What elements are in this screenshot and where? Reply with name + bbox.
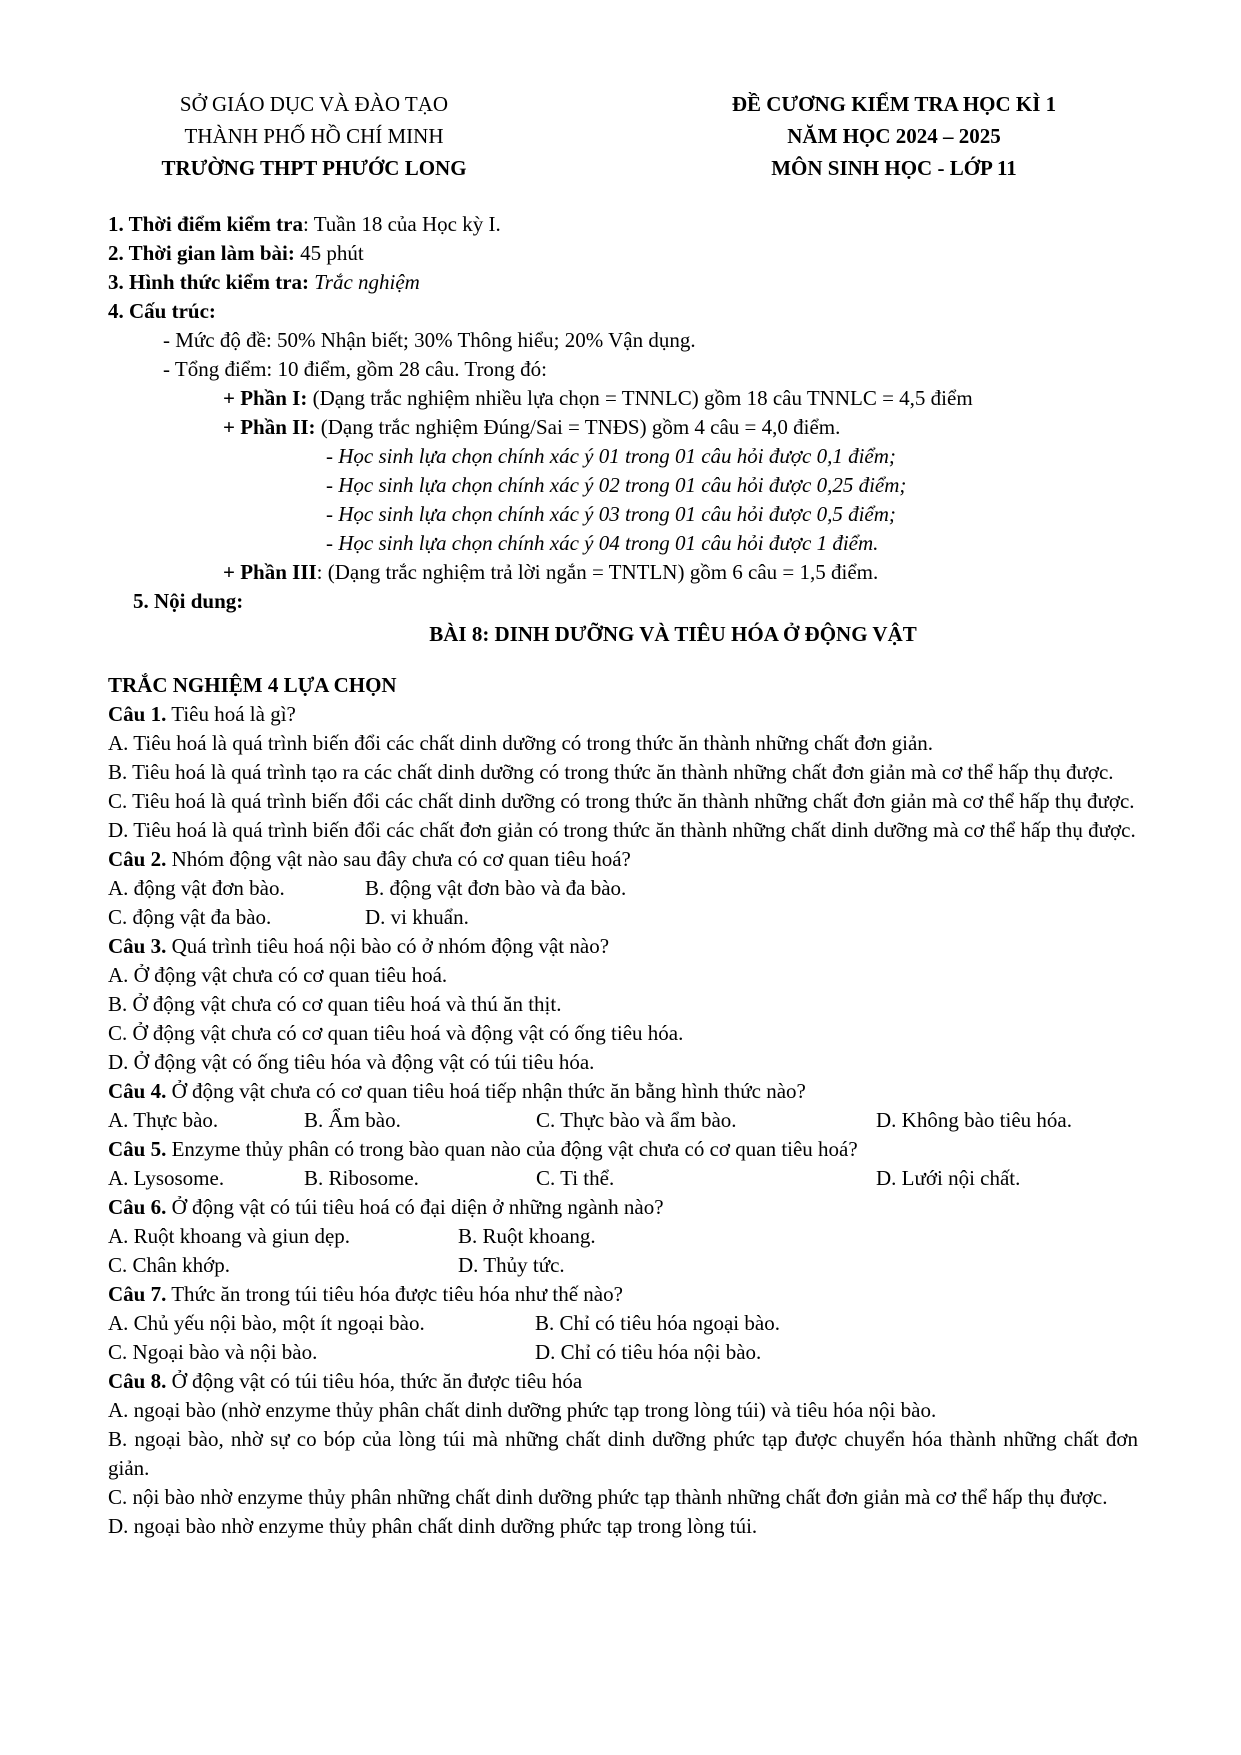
option-a: A. Ruột khoang và giun dẹp. <box>108 1224 351 1248</box>
option-row <box>108 874 1138 903</box>
option-a: A. ngoại bào (nhờ enzyme thủy phân chất dinh dưỡng phức tạp trong lòng túi) và tiêu hóa nội bào. <box>108 1398 937 1422</box>
option-d: D. Chỉ có tiêu hóa nội bào. <box>535 1340 762 1364</box>
option-c: C. Ti thể. <box>536 1166 615 1190</box>
question-stem: Câu 8. Ở động vật có túi tiêu hóa, thức ăn được tiêu hóa <box>108 1369 583 1393</box>
option-row <box>108 1338 1138 1367</box>
question-stem: Câu 1. Tiêu hoá là gì? <box>108 702 296 726</box>
option-row <box>108 1251 1138 1280</box>
part-1: + Phần I: (Dạng trắc nghiệm nhiều lựa chọn = TNNLC) gồm 18 câu TNNLC = 4,5 điểm <box>223 386 973 410</box>
info-line-duration: 2. Thời gian làm bài: 45 phút <box>108 241 364 265</box>
option-c: C. Ở động vật chưa có cơ quan tiêu hoá và động vật có ống tiêu hóa. <box>108 1021 684 1045</box>
option-b: B. Ở động vật chưa có cơ quan tiêu hoá và thú ăn thịt. <box>108 992 562 1016</box>
option-b: B. Ruột khoang. <box>458 1224 596 1248</box>
school-name: TRƯỜNG THPT PHƯỚC LONG <box>161 156 467 180</box>
option-row <box>108 1222 1138 1251</box>
option-d: D. Lưới nội chất. <box>876 1166 1021 1190</box>
option-c: C. Ngoại bào và nội bào. <box>108 1340 318 1364</box>
option-a: A. Chủ yếu nội bào, một ít ngoại bào. <box>108 1311 425 1335</box>
part-2-rule-2: - Học sinh lựa chọn chính xác ý 02 trong 01 câu hỏi được 0,25 điểm; <box>326 473 907 497</box>
question-2 <box>108 845 1138 932</box>
info-line-time: 1. Thời điểm kiểm tra: Tuần 18 của Học kỳ I. <box>108 212 501 236</box>
option-b: B. động vật đơn bào và đa bào. <box>365 876 627 900</box>
option-a: A. Lysosome. <box>108 1166 225 1190</box>
option-d: D. vi khuẩn. <box>365 905 469 929</box>
exam-title: ĐỀ CƯƠNG KIỂM TRA HỌC KÌ 1 <box>731 92 1057 116</box>
option-c: C. động vật đa bào. <box>108 905 272 929</box>
option-d: D. ngoại bào nhờ enzyme thủy phân chất dinh dưỡng phức tạp trong lòng túi. <box>108 1514 758 1538</box>
structure-levels: - Mức độ đề: 50% Nhận biết; 30% Thông hiểu; 20% Vận dụng. <box>163 328 696 352</box>
question-1 <box>108 700 1138 845</box>
document-page <box>108 88 1138 1541</box>
header-right-block <box>656 88 1132 184</box>
question-7 <box>108 1280 1138 1367</box>
subject-grade: MÔN SINH HỌC - LỚP 11 <box>771 156 1017 180</box>
option-row <box>108 903 1138 932</box>
part-2-rule-4: - Học sinh lựa chọn chính xác ý 04 trong 01 câu hỏi được 1 điểm. <box>326 531 879 555</box>
option-a: A. động vật đơn bào. <box>108 876 285 900</box>
info-line-structure: 4. Cấu trúc: <box>108 299 216 323</box>
option-b: B. Chỉ có tiêu hóa ngoại bào. <box>535 1311 780 1335</box>
city-name: THÀNH PHỐ HỒ CHÍ MINH <box>184 124 444 148</box>
question-stem: Câu 6. Ở động vật có túi tiêu hoá có đại diện ở những ngành nào? <box>108 1195 664 1219</box>
option-c: C. nội bào nhờ enzyme thủy phân những chất dinh dưỡng phức tạp thành những chất đơn giản mà cơ thể hấp thụ được. <box>108 1485 1108 1509</box>
option-b: B. Ẩm bào. <box>304 1108 401 1132</box>
option-row <box>108 1164 1138 1193</box>
question-stem: Câu 2. Nhóm động vật nào sau đây chưa có cơ quan tiêu hoá? <box>108 847 631 871</box>
option-c: C. Thực bào và ẩm bào. <box>536 1108 737 1132</box>
school-year: NĂM HỌC 2024 – 2025 <box>787 124 1001 148</box>
info-line-content: 5. Nội dung: <box>133 589 244 613</box>
option-row <box>108 1106 1138 1135</box>
document-header <box>108 88 1138 192</box>
question-stem: Câu 5. Enzyme thủy phân có trong bào quan nào của động vật chưa có cơ quan tiêu hoá? <box>108 1137 858 1161</box>
option-b: B. Tiêu hoá là quá trình tạo ra các chất dinh dưỡng có trong thức ăn thành những chất đơn giản mà cơ thể hấp thụ được. <box>108 760 1114 784</box>
option-b: B. ngoại bào, nhờ sự co bóp của lòng túi mà những chất dinh dưỡng phức tạp được chuyển hóa thành những chất đơn giản. <box>108 1427 1138 1480</box>
part-2: + Phần II: (Dạng trắc nghiệm Đúng/Sai = TNĐS) gồm 4 câu = 4,0 điểm. <box>223 415 841 439</box>
question-4 <box>108 1077 1138 1135</box>
question-stem: Câu 3. Quá trình tiêu hoá nội bào có ở nhóm động vật nào? <box>108 934 610 958</box>
option-c: C. Chân khớp. <box>108 1253 230 1277</box>
part-2-rule-1: - Học sinh lựa chọn chính xác ý 01 trong 01 câu hỏi được 0,1 điểm; <box>326 444 896 468</box>
header-left-block <box>120 88 508 184</box>
department-name: SỞ GIÁO DỤC VÀ ĐÀO TẠO <box>179 92 449 116</box>
question-3 <box>108 932 1138 1077</box>
option-d: D. Thủy tức. <box>458 1253 565 1277</box>
question-stem: Câu 7. Thức ăn trong túi tiêu hóa được tiêu hóa như thế nào? <box>108 1282 623 1306</box>
option-b: B. Ribosome. <box>304 1166 419 1190</box>
option-d: D. Không bào tiêu hóa. <box>876 1108 1072 1132</box>
question-8 <box>108 1367 1138 1541</box>
exam-info <box>108 210 1138 616</box>
info-line-format: 3. Hình thức kiểm tra: Trắc nghiệm <box>108 270 420 294</box>
question-6 <box>108 1193 1138 1280</box>
option-c: C. Tiêu hoá là quá trình biến đổi các chất dinh dưỡng có trong thức ăn thành những chất đơn giản mà cơ thể hấp thụ được. <box>108 789 1135 813</box>
option-d: D. Tiêu hoá là quá trình biến đổi các chất đơn giản có trong thức ăn thành những chất dinh dưỡng mà cơ thể hấp thụ được. <box>108 818 1136 842</box>
question-stem: Câu 4. Ở động vật chưa có cơ quan tiêu hoá tiếp nhận thức ăn bằng hình thức nào? <box>108 1079 806 1103</box>
option-a: A. Thực bào. <box>108 1108 219 1132</box>
question-5 <box>108 1135 1138 1193</box>
option-a: A. Ở động vật chưa có cơ quan tiêu hoá. <box>108 963 448 987</box>
structure-total: - Tổng điểm: 10 điểm, gồm 28 câu. Trong đó: <box>163 357 548 381</box>
option-a: A. Tiêu hoá là quá trình biến đổi các chất dinh dưỡng có trong thức ăn thành những chất đơn giản. <box>108 731 934 755</box>
part-3: + Phần III: (Dạng trắc nghiệm trả lời ngắn = TNTLN) gồm 6 câu = 1,5 điểm. <box>223 560 879 584</box>
lesson-title: BÀI 8: DINH DƯỠNG VÀ TIÊU HÓA Ở ĐỘNG VẬT <box>429 622 917 646</box>
section-title: TRẮC NGHIỆM 4 LỰA CHỌN <box>108 673 397 697</box>
option-d: D. Ở động vật có ống tiêu hóa và động vật có túi tiêu hóa. <box>108 1050 595 1074</box>
option-row <box>108 1309 1138 1338</box>
part-2-rule-3: - Học sinh lựa chọn chính xác ý 03 trong 01 câu hỏi được 0,5 điểm; <box>326 502 896 526</box>
